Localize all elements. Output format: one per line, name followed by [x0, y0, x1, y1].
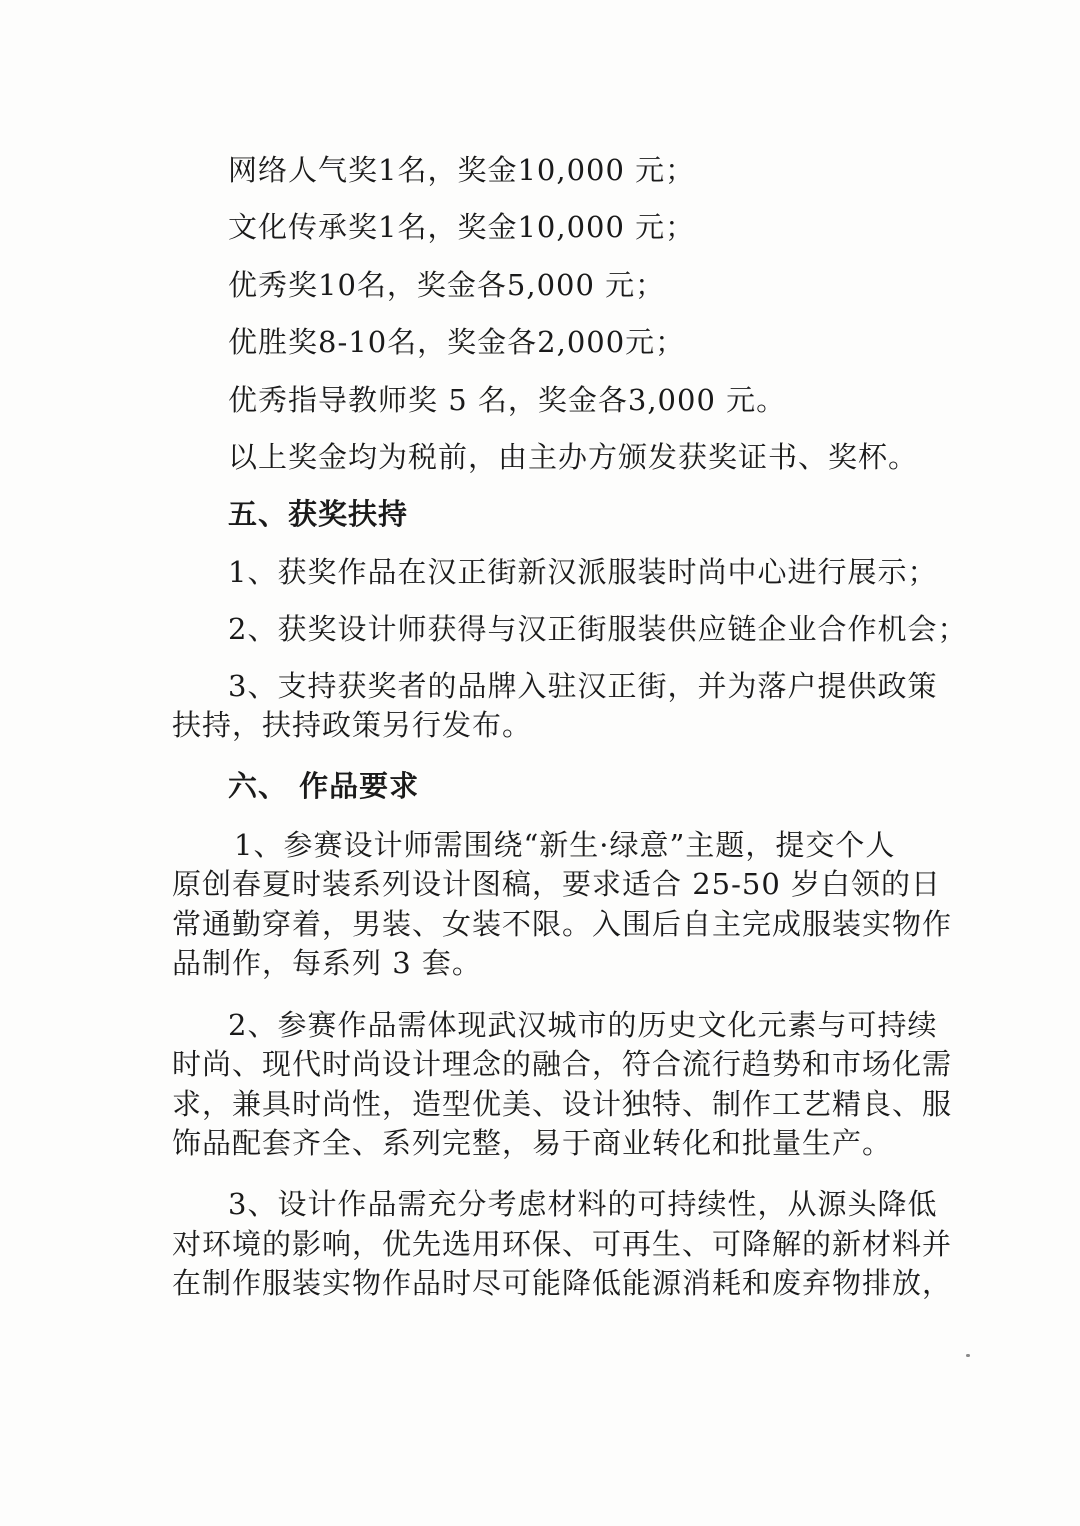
section-6-para-3-line-1: 3、设计作品需充分考虑材料的可持续性，从源头降低	[228, 1187, 938, 1221]
section-6-para-2-line-1: 2、参赛作品需体现武汉城市的历史文化元素与可持续	[228, 1008, 938, 1042]
section-6-para-3-line-2: 对环境的影响，优先选用环保、可再生、可降解的新材料并	[172, 1227, 953, 1261]
section-6-para-1-line-1: 1、参赛设计师需围绕“新生·绿意”主题，提交个人	[234, 828, 896, 862]
section-6-para-1-line-4: 品制作，每系列 3 套。	[172, 946, 482, 980]
section-6-para-2-line-3: 求，兼具时尚性，造型优美、设计独特、制作工艺精良、服	[172, 1087, 953, 1121]
prize-line-excellence: 优秀奖10名，奖金各5,000 元；	[228, 268, 666, 302]
section-6-para-1-line-2: 原创春夏时装系列设计图稿，要求适合 25-50 岁白领的日	[172, 867, 942, 901]
section-5-item-2: 2、获奖设计师获得与汉正街服装供应链企业合作机会；	[228, 612, 968, 646]
scan-speck	[966, 1354, 970, 1357]
section-5-item-3-line-1: 3、支持获奖者的品牌入驻汉正街，并为落户提供政策	[228, 669, 938, 703]
section-5-heading: 五、获奖扶持	[228, 497, 409, 531]
section-5-item-3-line-2: 扶持，扶持政策另行发布。	[172, 708, 533, 742]
prize-line-popularity: 网络人气奖1名，奖金10,000 元；	[228, 153, 696, 187]
section-5-item-1: 1、获奖作品在汉正街新汉派服装时尚中心进行展示；	[228, 555, 938, 589]
prize-line-culture: 文化传承奖1名，奖金10,000 元；	[228, 210, 696, 244]
prize-line-merit: 优胜奖8-10名，奖金各2,000元；	[228, 325, 686, 359]
prize-line-teacher: 优秀指导教师奖 5 名，奖金各3,000 元。	[228, 383, 787, 417]
section-6-para-2-line-2: 时尚、现代时尚设计理念的融合，符合流行趋势和市场化需	[172, 1047, 953, 1081]
section-6-para-1-line-3: 常通勤穿着，男装、女装不限。入围后自主完成服装实物作	[172, 907, 953, 941]
prize-note: 以上奖金均为税前，由主办方颁发获奖证书、奖杯。	[228, 440, 919, 474]
section-6-heading: 六、 作品要求	[228, 769, 420, 803]
section-6-para-3-line-3: 在制作服装实物作品时尽可能降低能源消耗和废弃物排放，	[172, 1266, 953, 1300]
section-6-para-2-line-4: 饰品配套齐全、系列完整，易于商业转化和批量生产。	[172, 1126, 893, 1160]
